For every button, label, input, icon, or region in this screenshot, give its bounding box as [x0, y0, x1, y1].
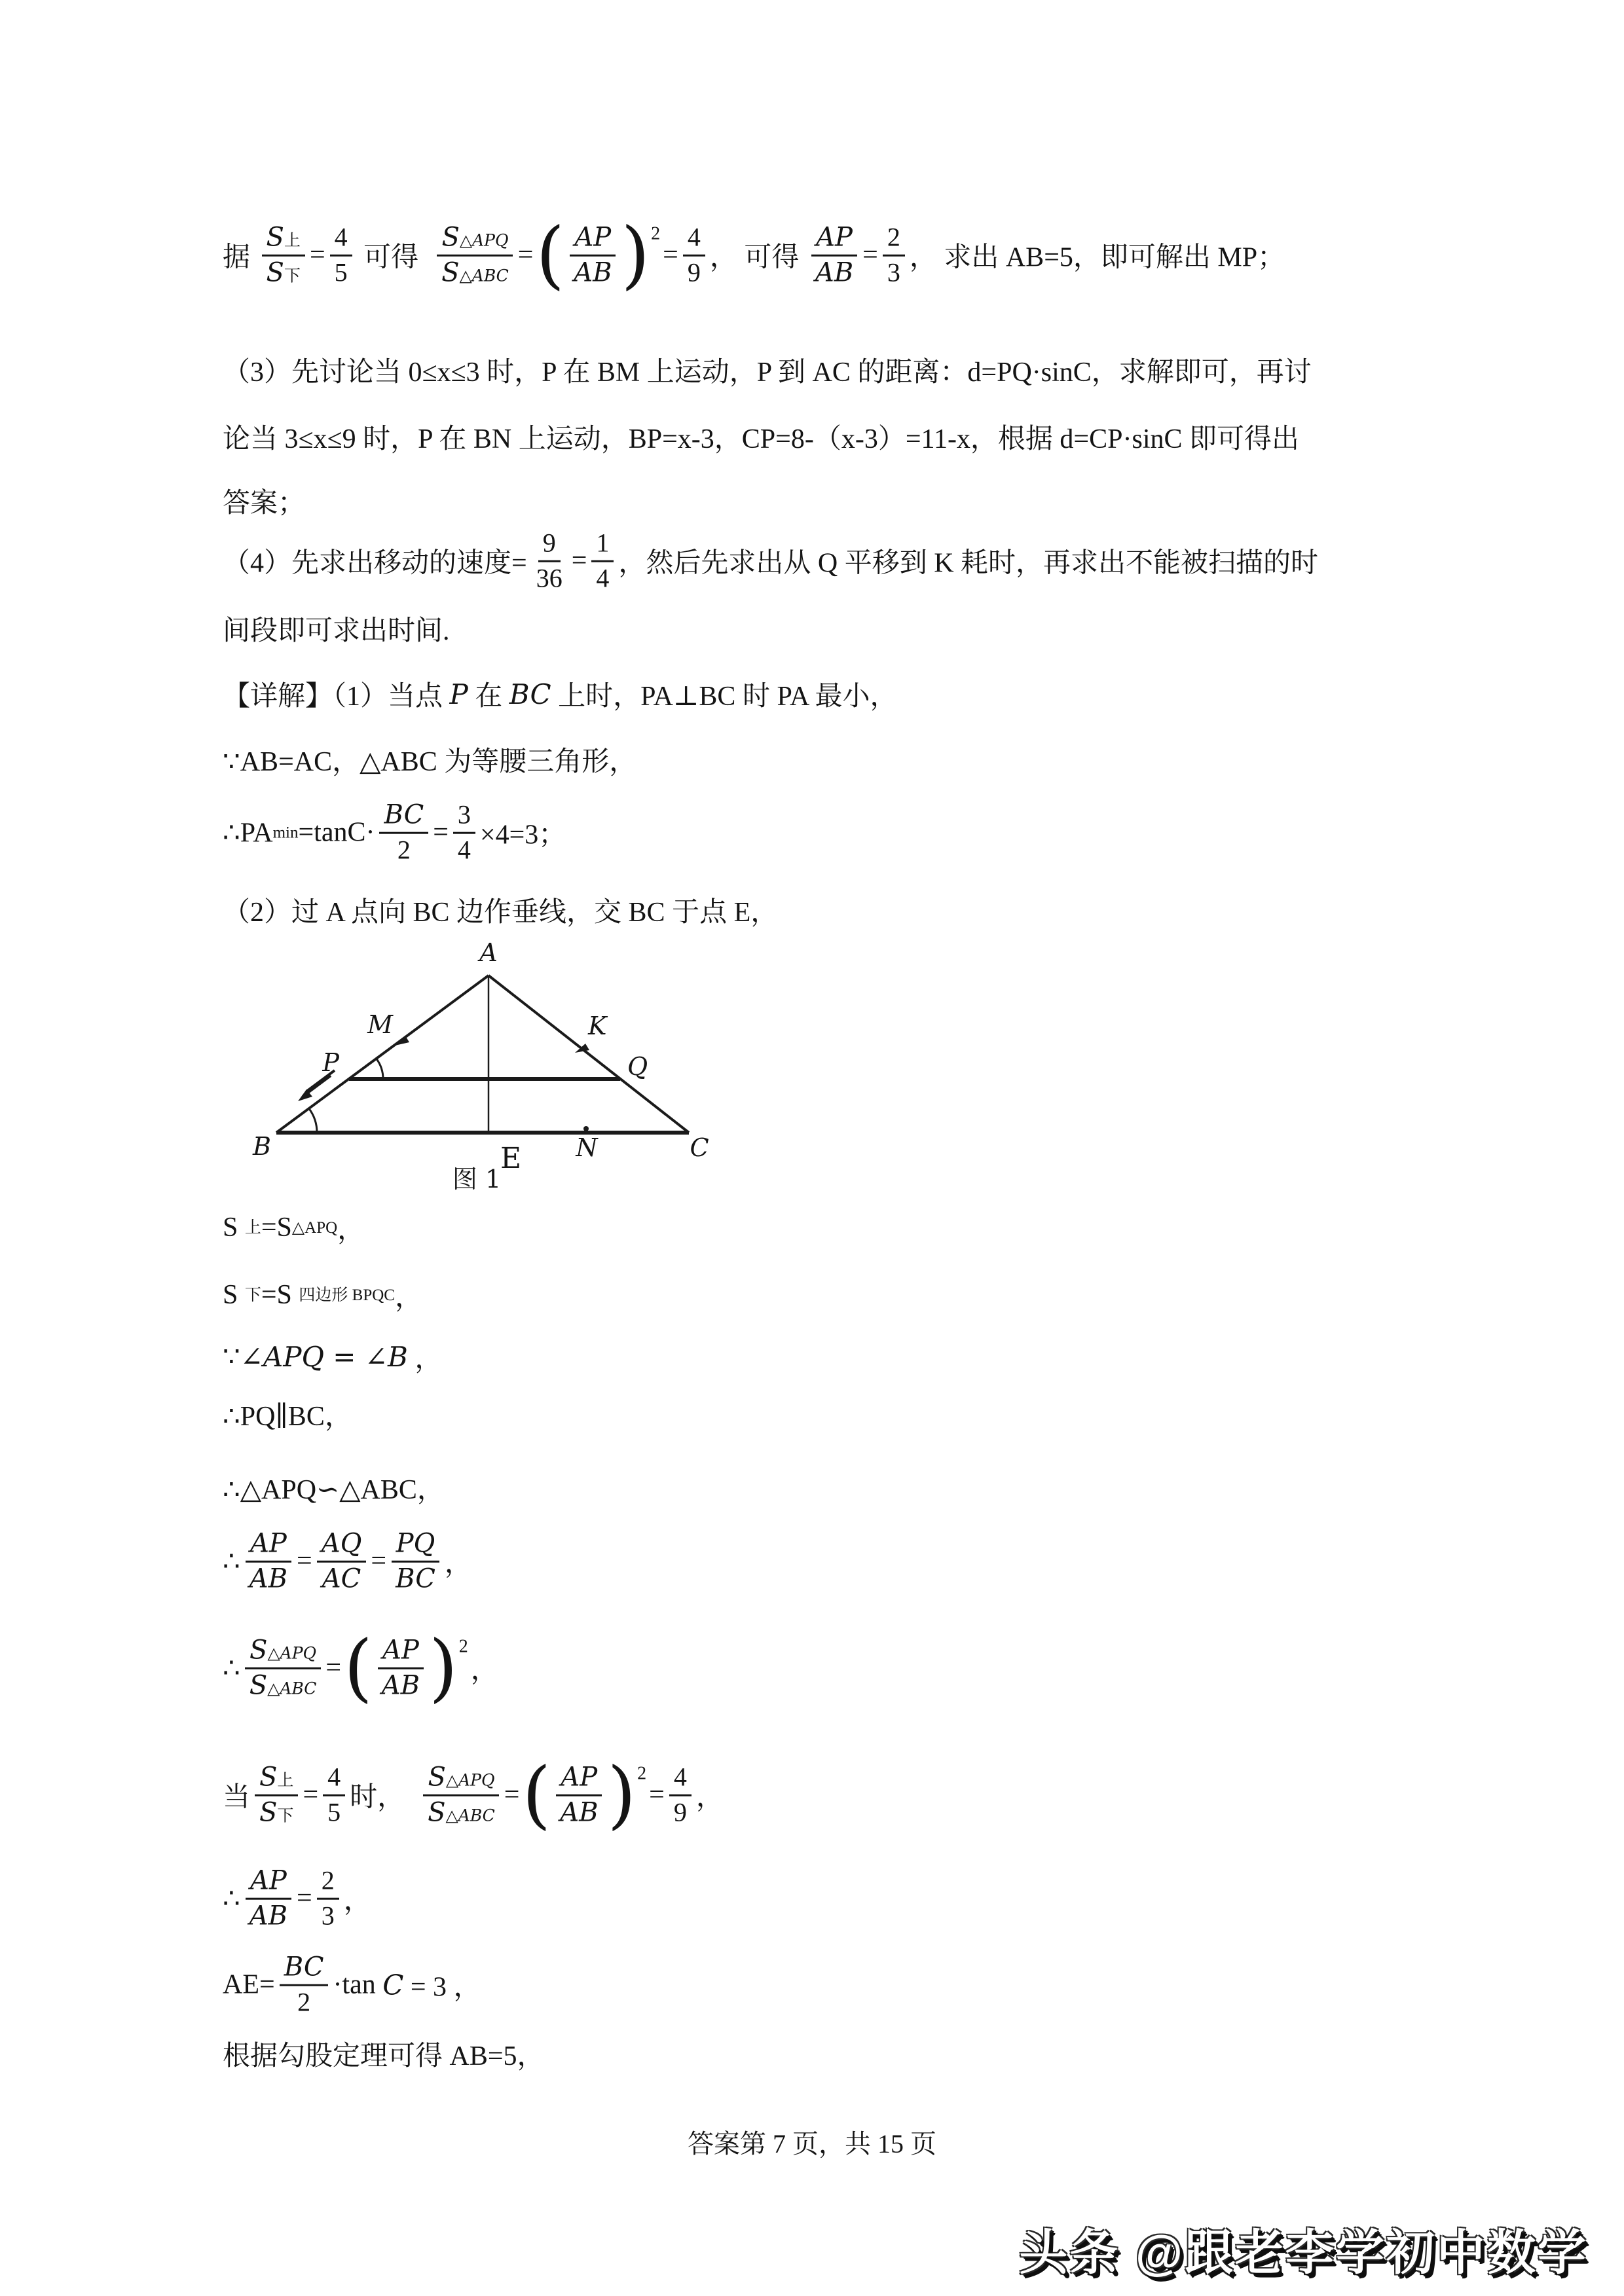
- text-run: ·tan: [333, 1970, 383, 2000]
- text-run: 当: [223, 1783, 251, 1813]
- text-run: ∵AB=AC，△ABC 为等腰三角形，: [223, 747, 637, 777]
- text-run: S: [223, 1280, 245, 1310]
- ae-line: [223, 1952, 481, 2018]
- isosceles-line: [223, 740, 637, 779]
- exponent-2: 2: [651, 223, 661, 244]
- equals-sign: =: [649, 1780, 665, 1810]
- fraction-ap-ab: $\frac{AP}{AB}$: [811, 223, 858, 289]
- text-run: 据: [223, 243, 257, 273]
- exponent-2: 2: [637, 1763, 647, 1784]
- subscript: 四边形 BPQC: [299, 1286, 395, 1304]
- fraction-area-ratio: S △APQ S △ABC: [437, 223, 513, 289]
- numerator: S: [266, 222, 284, 253]
- therefore-sign: ∴: [223, 1547, 240, 1577]
- because-sign: ∵: [223, 1342, 240, 1372]
- side-ratio-line: [223, 1529, 472, 1595]
- step3-line3: [223, 481, 305, 520]
- equals-sign: =: [571, 546, 587, 576]
- pythagorean-line: [223, 2034, 545, 2073]
- text-run: 间段即可求出时间.: [223, 616, 450, 646]
- text-run: ， 可得: [709, 243, 806, 273]
- label-q: Q: [627, 1052, 648, 1081]
- text-run: 可得: [356, 243, 433, 273]
- fraction-2-3: $\frac{2}{3}$: [317, 1866, 339, 1932]
- fraction-4-9: $\frac{4}{9}$: [669, 1762, 692, 1829]
- step4-line1: [223, 528, 1318, 594]
- angle-arc-p: [377, 1059, 383, 1079]
- text-run: =S: [261, 1280, 299, 1310]
- text-run: =tanC·: [298, 818, 375, 848]
- page-footer: [0, 2123, 1624, 2160]
- triangle-diagram-svg: [236, 936, 747, 1198]
- area-ratio-line: [223, 1626, 498, 1711]
- angle-equality-line: [223, 1337, 442, 1376]
- equals-sign: =: [303, 1780, 319, 1810]
- text-run: 【详解】（1）当点: [223, 682, 450, 712]
- s-down-def-line: [223, 1275, 422, 1315]
- fraction-bc-2: $\frac{BC}{2}$: [280, 1952, 329, 2018]
- text-run: 根据勾股定理可得 AB=5，: [223, 2041, 545, 2071]
- text-run: ， 求出 AB=5，即可解出 MP；: [909, 243, 1285, 273]
- fraction-1-4: $\frac{1}{4}$: [591, 528, 614, 594]
- equals-sign: =: [325, 1653, 342, 1683]
- squared-paren-group: ( $\frac{AP}{AB}$ ) $^2$: [344, 1626, 468, 1711]
- triangle-figure: [236, 936, 747, 1198]
- text-run: 在: [468, 682, 509, 712]
- label-e: E: [500, 1142, 522, 1175]
- fraction-2-3: $\frac{2}{3}$: [883, 223, 905, 289]
- therefore-sign: ∴: [223, 1654, 240, 1684]
- fraction-pq-bc: $\frac{PQ}{BC}$: [391, 1529, 440, 1595]
- s-up-def-line: [223, 1208, 365, 1247]
- fraction-ap-ab: $\frac{AP}{AB}$: [377, 1635, 424, 1702]
- equals-sign: =: [517, 240, 534, 270]
- equals-sign: =: [297, 1546, 312, 1576]
- similar-triangles-line: [223, 1468, 445, 1507]
- equals-sign: =: [663, 240, 678, 270]
- watermark-text: 头条 @跟老李学初中数学: [1019, 2225, 1588, 2280]
- fraction-ap-ab: $\frac{AP}{AB}$: [245, 1529, 292, 1595]
- angle-expression: ∠APQ = ∠B: [240, 1340, 408, 1373]
- page-number-text: 答案第 7 页，共 15 页: [688, 2129, 936, 2159]
- text-run: 上时，PA⊥BC 时 PA 最小，: [551, 682, 898, 712]
- fraction-ap-ab: $\frac{AP}{AB}$: [569, 223, 616, 289]
- fraction-4-5: $\frac{4}{5}$: [323, 1762, 345, 1829]
- text-run: ∴△APQ∽△ABC，: [223, 1475, 445, 1505]
- when-ratio-line: [223, 1753, 724, 1838]
- text-run: ∴PQ∥BC，: [223, 1402, 352, 1432]
- text-run: 时，: [350, 1783, 419, 1813]
- text-run: 答案；: [223, 488, 306, 519]
- numerator-sub: 上: [284, 232, 301, 250]
- text-run: AE=: [223, 1970, 275, 2000]
- fraction-bc-2: $\frac{BC}{2}$: [379, 800, 428, 866]
- figure-caption: 图 1: [452, 1165, 502, 1194]
- pa-min-line: [223, 800, 566, 866]
- text-run: ，: [470, 1656, 498, 1686]
- parallel-line: [223, 1394, 352, 1434]
- fraction-4-9: $\frac{4}{9}$: [683, 223, 705, 289]
- exponent-2: 2: [458, 1636, 468, 1657]
- ap-ab-result-line: [223, 1866, 371, 1932]
- fraction-aq-ac: $\frac{AQ}{AC}$: [317, 1529, 367, 1595]
- label-m: M: [367, 1010, 393, 1039]
- subscript: △APQ: [291, 1218, 338, 1237]
- text-run: （4）先求出移动的速度=: [223, 549, 527, 579]
- squared-paren-group: ( $\frac{AP}{AB}$ ) $^2$: [522, 1753, 647, 1838]
- angle-arc-b: [309, 1108, 317, 1133]
- equals-sign: =: [433, 818, 449, 848]
- fraction-9-36: $\frac{9}{36}$: [536, 528, 563, 593]
- text-run: ∴PA: [223, 818, 273, 848]
- text-run: ，: [695, 1783, 724, 1813]
- equals-sign: =: [862, 240, 878, 270]
- watermark: [1019, 2214, 1588, 2284]
- label-k: K: [588, 1011, 607, 1040]
- text-run: ，: [343, 1886, 371, 1916]
- fraction-area-ratio: S △APQ S △ABC: [423, 1762, 500, 1829]
- text-run: 论当 3≤x≤9 时，P 在 BN 上运动，BP=x-3，CP=8-（x-3）=11-x，根据 d=CP·sinC 即可得出: [223, 424, 1300, 454]
- label-b: B: [253, 1132, 271, 1161]
- point-n-dot: [583, 1126, 589, 1131]
- equals-sign: =: [371, 1546, 387, 1576]
- label-c: C: [690, 1133, 709, 1162]
- squared-paren-group: ( $\frac{AP}{AB}$ ) $^2$: [536, 213, 661, 298]
- denominator: S: [266, 257, 284, 288]
- text-run: S: [223, 1212, 245, 1243]
- text-run: ×4=3；: [479, 820, 566, 850]
- text-run: ，: [444, 1549, 472, 1579]
- label-p: P: [322, 1048, 339, 1077]
- text-run: =S: [261, 1212, 292, 1243]
- fraction-ap-ab: $\frac{AP}{AB}$: [555, 1762, 602, 1829]
- equals-sign: =: [504, 1780, 520, 1810]
- step3-line1: [223, 350, 1312, 390]
- subscript: 下: [244, 1286, 261, 1304]
- subscript: 上: [244, 1218, 261, 1237]
- text-run: ，: [407, 1344, 443, 1374]
- text-run: （2）过 A 点向 BC 边作垂线，交 BC 于点 E，: [223, 898, 779, 928]
- var-c: C: [382, 1969, 404, 2001]
- text-run: ，: [394, 1283, 422, 1313]
- var-p: P: [449, 678, 468, 710]
- detail-heading-line: [223, 674, 897, 714]
- solution-line-ratio: [223, 213, 1285, 298]
- text-run: ，: [337, 1215, 365, 1245]
- fraction-ap-ab: $\frac{AP}{AB}$: [245, 1866, 292, 1932]
- fraction-4-5: $\frac{4}{5}$: [330, 223, 352, 289]
- label-a: A: [479, 938, 498, 967]
- step3-line2: [223, 417, 1299, 456]
- subscript-min: min: [272, 824, 299, 842]
- step4-line2: [223, 609, 450, 648]
- therefore-sign: ∴: [223, 1884, 240, 1914]
- fraction-area-ratio: S △APQ S △ABC: [245, 1635, 322, 1702]
- var-bc: BC: [509, 678, 551, 710]
- fraction-s-up-down: [262, 223, 305, 289]
- equals-sign: =: [309, 240, 325, 270]
- equals-sign: =: [297, 1884, 312, 1914]
- edge-ac: [489, 975, 689, 1133]
- fraction-3-4: $\frac{3}{4}$: [453, 800, 475, 866]
- text-run: = 3 ，: [403, 1973, 481, 2003]
- label-n: N: [576, 1133, 598, 1162]
- fraction-s-up-down: S 上 S 下: [255, 1762, 298, 1829]
- denominator-sub: 下: [284, 267, 301, 285]
- text-run: （3）先讨论当 0≤x≤3 时，P 在 BM 上运动，P 到 AC 的距离：d=PQ·sinC，求解即可，再讨: [223, 357, 1312, 388]
- step2-intro-line: [223, 890, 778, 930]
- text-run: ，然后先求出从 Q 平移到 K 耗时，再求出不能被扫描的时: [618, 549, 1319, 579]
